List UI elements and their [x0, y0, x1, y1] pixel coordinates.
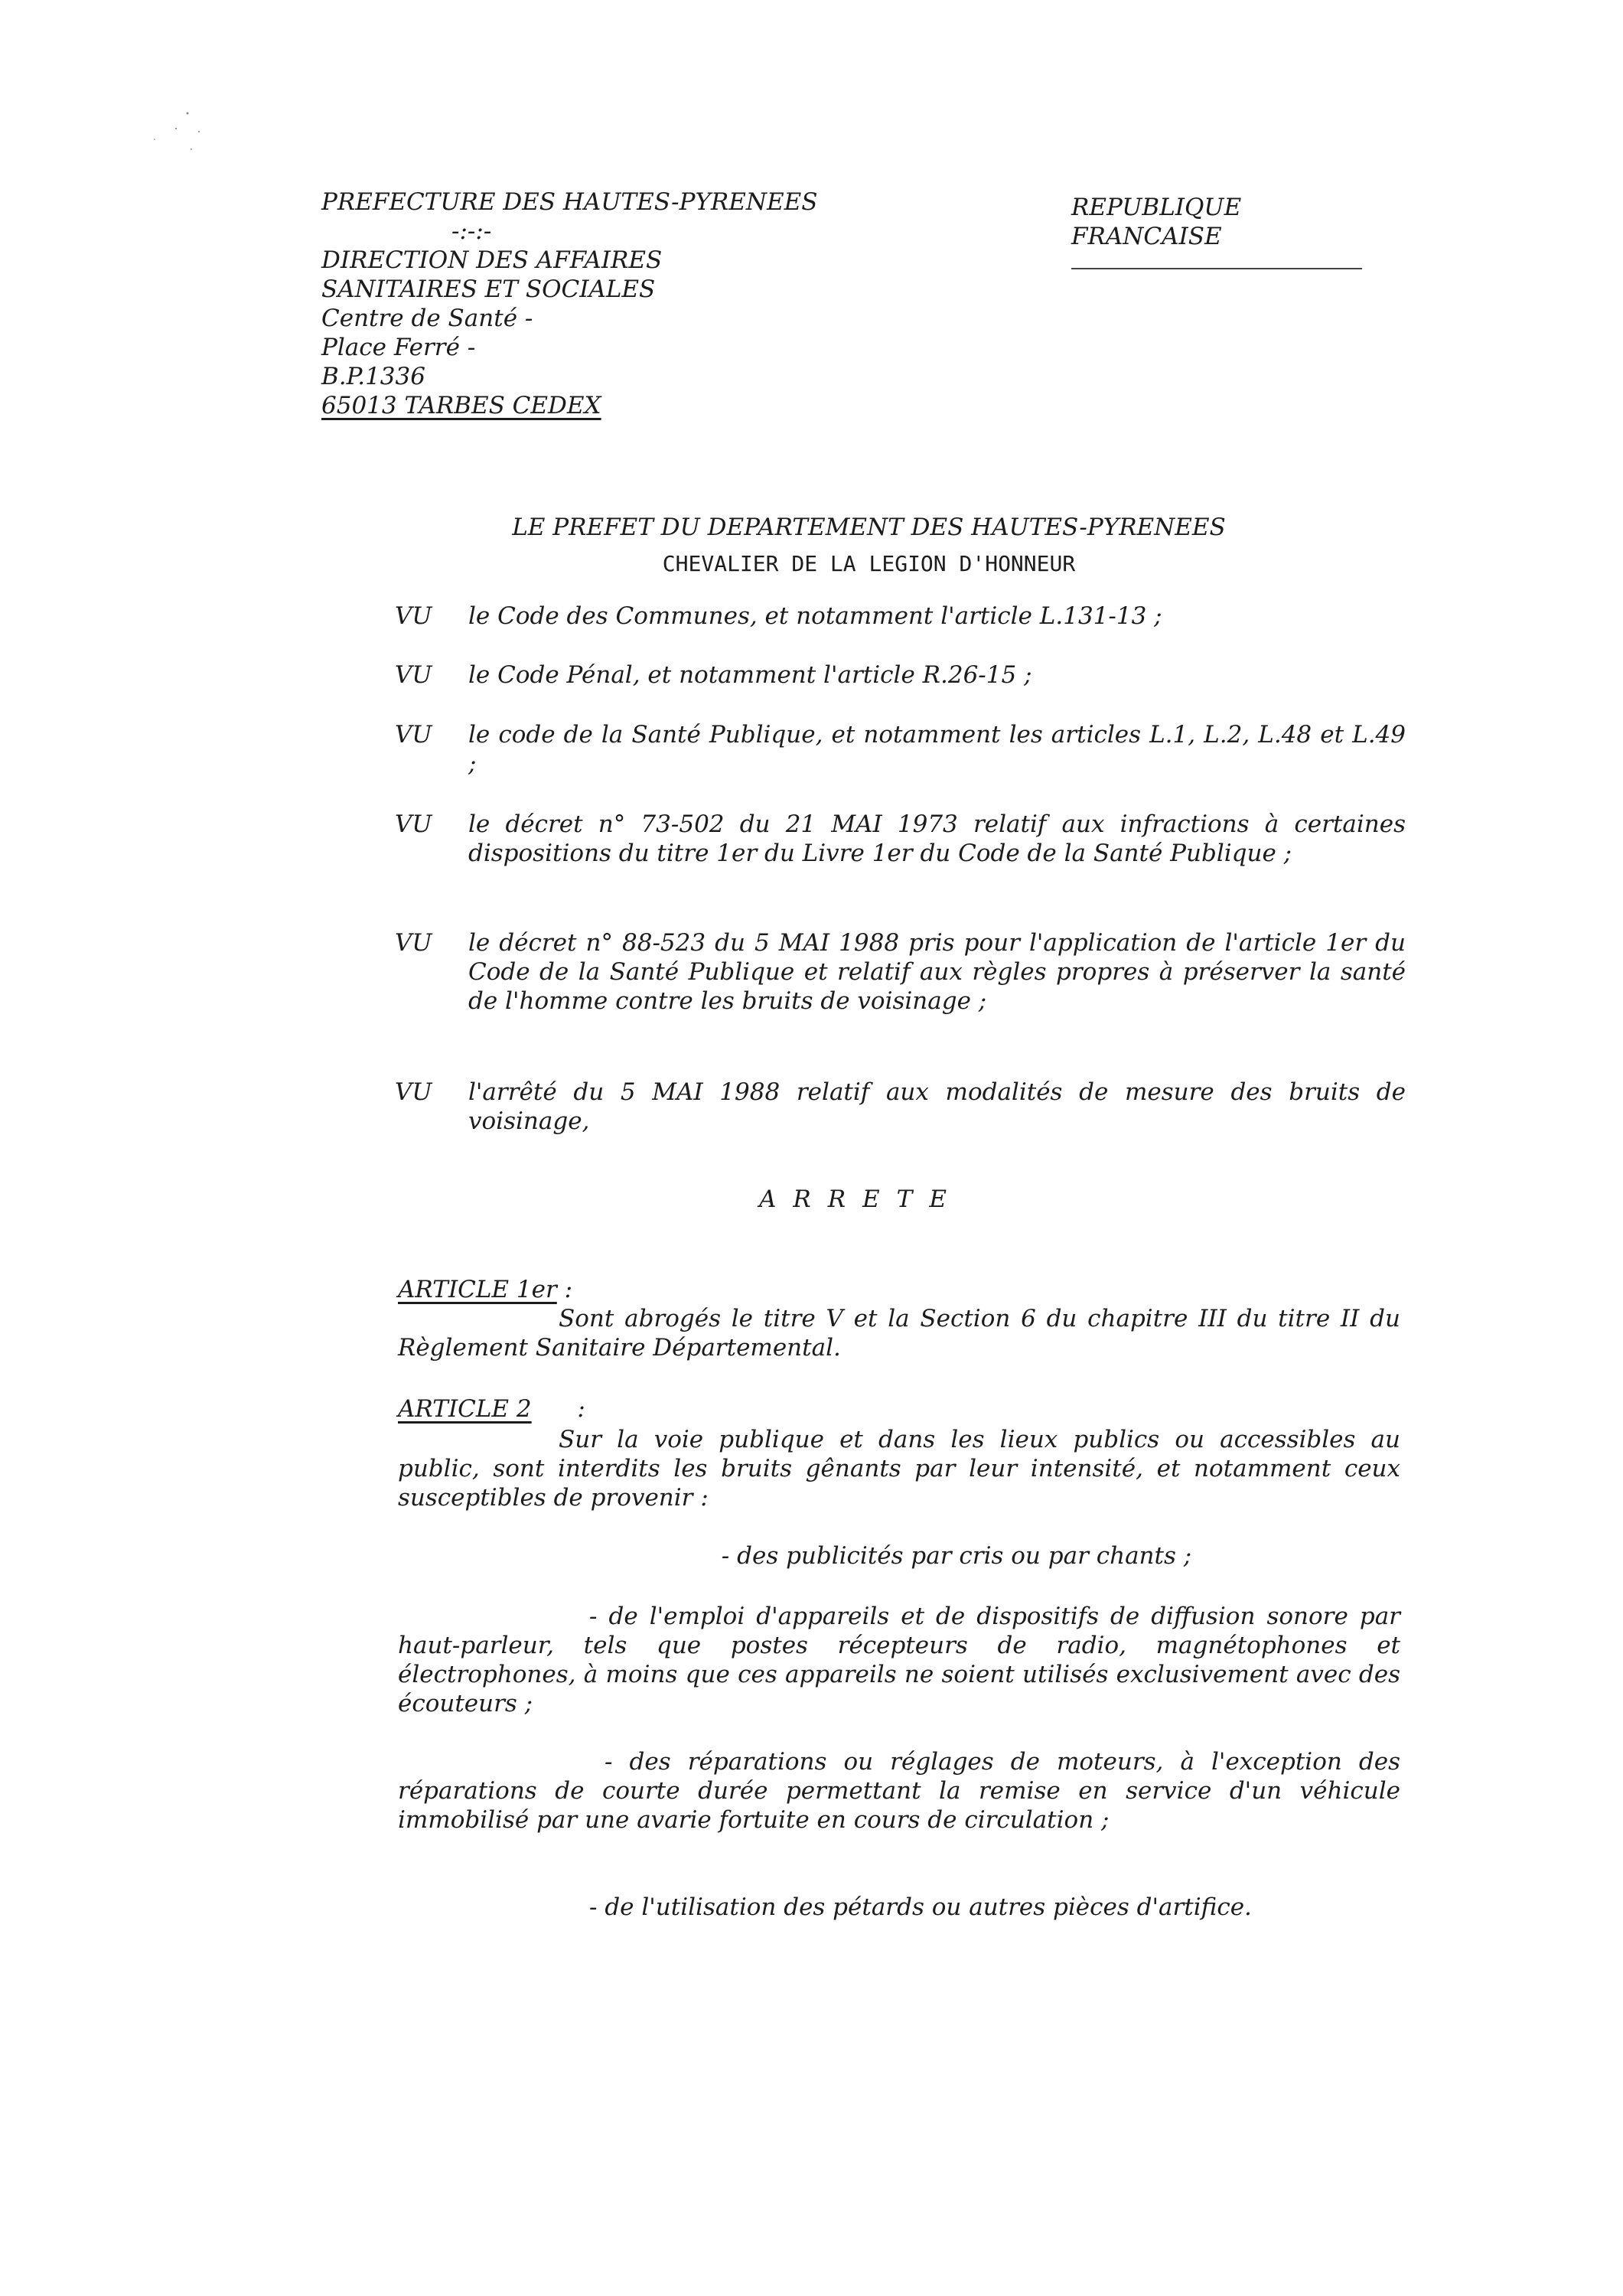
- direction-name-line1: DIRECTION DES AFFAIRES: [321, 246, 663, 274]
- consideration-item: [395, 928, 1405, 1051]
- republic-underline: [1071, 268, 1362, 269]
- article-2-intro: Sur la voie publique et dans les lieux publics ou accessibles au public, sont interdits les bruits gênants par leur intensité, et notamment ceux susceptibles de provenir :: [398, 1426, 1400, 1512]
- consideration-text: le code de la Santé Publique, et notamment les articles L.1, L.2, L.48 et L.49 ;: [468, 721, 1406, 778]
- consideration-item: [395, 660, 1405, 691]
- consideration-text: le Code Pénal, et notamment l'article R.26-15 ;: [468, 661, 1032, 689]
- article-2-item: - de l'utilisation des pétards ou autres pièces d'artifice.: [589, 1893, 1252, 1921]
- republic-header: [1071, 193, 1362, 269]
- address-line2: Place Ferré -: [321, 334, 476, 361]
- article-2-heading-row: [398, 1394, 585, 1424]
- prefect-honour: CHEVALIER DE LA LEGION D'HONNEUR: [662, 551, 1076, 576]
- prefecture-name: PREFECTURE DES HAUTES-PYRENEES: [321, 188, 818, 216]
- article-2-item: - de l'emploi d'appareils et de dispositifs de diffusion sonore par haut-parleur, tels que postes récepteurs de radio, magnétophones et électrophones, à moins que ces appareils ne soient utilisés exclusivement avec des écouteurs ;: [398, 1603, 1400, 1717]
- article-2-item: - des publicités par cris ou par chants ;: [721, 1542, 1192, 1570]
- consideration-tag: VU: [395, 810, 432, 838]
- article-2-item: - des réparations ou réglages de moteurs, à l'exception des réparations de courte durée permettant la remise en service d'un véhicule immobilisé par une avarie fortuite en cours de circulation ;: [398, 1748, 1400, 1834]
- consideration-tag: VU: [395, 721, 432, 748]
- consideration-text: le décret n° 73-502 du 21 MAI 1973 relatif aux infractions à certaines dispositions du titre 1er du Livre 1er du Code de la Santé Publique ;: [468, 810, 1406, 867]
- consideration-item: [395, 720, 1405, 781]
- article-2-heading: ARTICLE 2: [398, 1395, 532, 1423]
- article-1-colon: :: [564, 1276, 573, 1303]
- address-po-box: B.P.1336: [321, 363, 425, 390]
- consideration-tag: VU: [395, 1078, 432, 1106]
- republic-title: REPUBLIQUE FRANCAISE: [1071, 194, 1242, 250]
- article-1-text: Sont abrogés le titre V et la Section 6 du chapitre III du titre II du Règlement Sanitaire Départemental.: [398, 1305, 1400, 1362]
- consideration-tag: VU: [395, 602, 432, 630]
- address-city: 65013 TARBES CEDEX: [321, 392, 601, 419]
- article-1-heading: ARTICLE 1er: [398, 1276, 557, 1303]
- article-2-colon: :: [577, 1395, 585, 1423]
- consideration-text: le Code des Communes, et notamment l'article L.131-13 ;: [468, 602, 1162, 630]
- direction-name-line2: SANITAIRES ET SOCIALES: [321, 276, 656, 303]
- consideration-item: [395, 810, 1405, 902]
- consideration-tag: VU: [395, 929, 432, 957]
- header-separator: -:-:-: [451, 217, 492, 245]
- address-line1: Centre de Santé -: [321, 305, 533, 332]
- consideration-item: [395, 1078, 1405, 1139]
- consideration-text: l'arrêté du 5 MAI 1988 relatif aux modalités de mesure des bruits de voisinage,: [468, 1078, 1406, 1135]
- consideration-text: le décret n° 88-523 du 5 MAI 1988 pris pour l'application de l'article 1er du Code de la Santé Publique et relatif aux règles propres à préserver la santé de l'homme contre les bruits de voisinage ;: [468, 929, 1406, 1015]
- scan-specks: [145, 107, 207, 168]
- sender-address-block: [321, 188, 857, 420]
- consideration-item: [395, 602, 1405, 632]
- consideration-tag: VU: [395, 661, 432, 689]
- article-1-heading-row: [398, 1275, 572, 1304]
- arrete-heading: ARRETE: [758, 1186, 963, 1213]
- prefect-title: LE PREFET DU DEPARTEMENT DES HAUTES-PYRENEES: [512, 514, 1226, 541]
